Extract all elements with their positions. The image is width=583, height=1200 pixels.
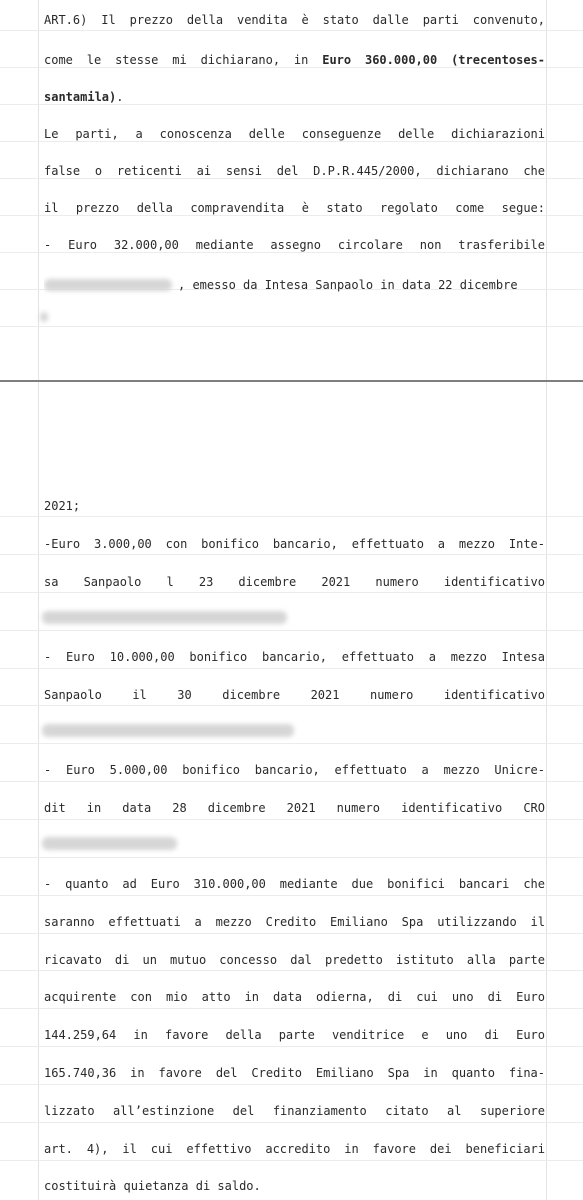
ruled-line [0,970,583,971]
text-line: 165.740,36 in favore del Credito Emiliano Spa in quanto fina- [44,1066,545,1080]
text-line: il prezzo della compravendita è stato regolato come segue: [44,201,545,215]
price-amount-words: santamila) [44,90,117,104]
ruled-line [0,326,583,327]
ruled-line [0,705,583,706]
redacted-transfer-id [42,611,287,624]
redacted-check-number [44,279,172,291]
right-margin-line [546,382,547,1200]
text-run: . [116,90,124,104]
ruled-line [0,1160,583,1161]
text-line: - Euro 10.000,00 bonifico bancario, effettuato a mezzo Intesa [44,650,545,664]
ruled-line [0,668,583,669]
ruled-line [0,592,583,593]
text-line: - Euro 32.000,00 mediante assegno circolare non trasferibile [44,238,545,252]
redacted-cro-number [42,837,177,850]
text-line: costituirà quietanza di saldo. [44,1179,261,1193]
ruled-line [0,30,583,31]
text-line: art. 4), il cui effettivo accredito in favore dei beneficiari [44,1142,545,1156]
ruled-line [0,554,583,555]
text-line: lizzato all’estinzione del finanziamento citato al superiore [44,1104,545,1118]
ruled-line [0,743,583,744]
ruled-line [0,1122,583,1123]
text-line: 144.259,64 in favore della parte venditrice e uno di Euro [44,1028,545,1042]
text-line [44,50,545,70]
text-run: come le stesse mi dichiarano, in [44,53,323,67]
ruled-line [0,1008,583,1009]
text-run: , emesso da Intesa Sanpaolo in data 22 dicembre [178,278,518,292]
text-line: sa Sanpaolo l 23 dicembre 2021 numero identificativo [44,575,545,589]
text-line: acquirente con mio atto in data odierna, di cui uno di Euro [44,990,545,1004]
price-amount: Euro 360.000,00 (trecentoses- [322,53,545,67]
ruled-line [0,1046,583,1047]
text-line: Le parti, a conoscenza delle conseguenze delle dichiarazioni [44,127,545,141]
redaction-mark [40,312,48,322]
ruled-line [0,819,583,820]
text-line: - quanto ad Euro 310.000,00 mediante due bonifici bancari che [44,877,545,891]
left-margin-line [38,0,39,380]
text-line: ART.6) Il prezzo della vendita è stato dalle parti convenuto, [44,13,545,27]
text-line [44,87,545,107]
right-margin-line [546,0,547,380]
text-line: - Euro 5.000,00 bonifico bancario, effettuato a mezzo Unicre- [44,763,545,777]
ruled-line [0,857,583,858]
text-line: false o reticenti ai sensi del D.P.R.445/2000, dichiarano che [44,164,545,178]
ruled-line [0,895,583,896]
ruled-line [0,933,583,934]
left-margin-line [38,382,39,1200]
ruled-line [0,516,583,517]
redacted-transfer-id [42,724,294,737]
ruled-line [0,1084,583,1085]
document-page-2 [0,382,583,1200]
text-line: Sanpaolo il 30 dicembre 2021 numero identificativo [44,688,545,702]
document-page-1 [0,0,583,380]
ruled-line [0,781,583,782]
text-line: saranno effettuati a mezzo Credito Emiliano Spa utilizzando il [44,915,545,929]
text-line: -Euro 3.000,00 con bonifico bancario, effettuato a mezzo Inte- [44,537,545,551]
text-line: dit in data 28 dicembre 2021 numero identificativo CRO [44,801,545,815]
text-line: ricavato di un mutuo concesso dal predetto istituto alla parte [44,953,545,967]
ruled-line [0,630,583,631]
text-line: 2021; [44,499,81,513]
text-line [44,275,545,295]
